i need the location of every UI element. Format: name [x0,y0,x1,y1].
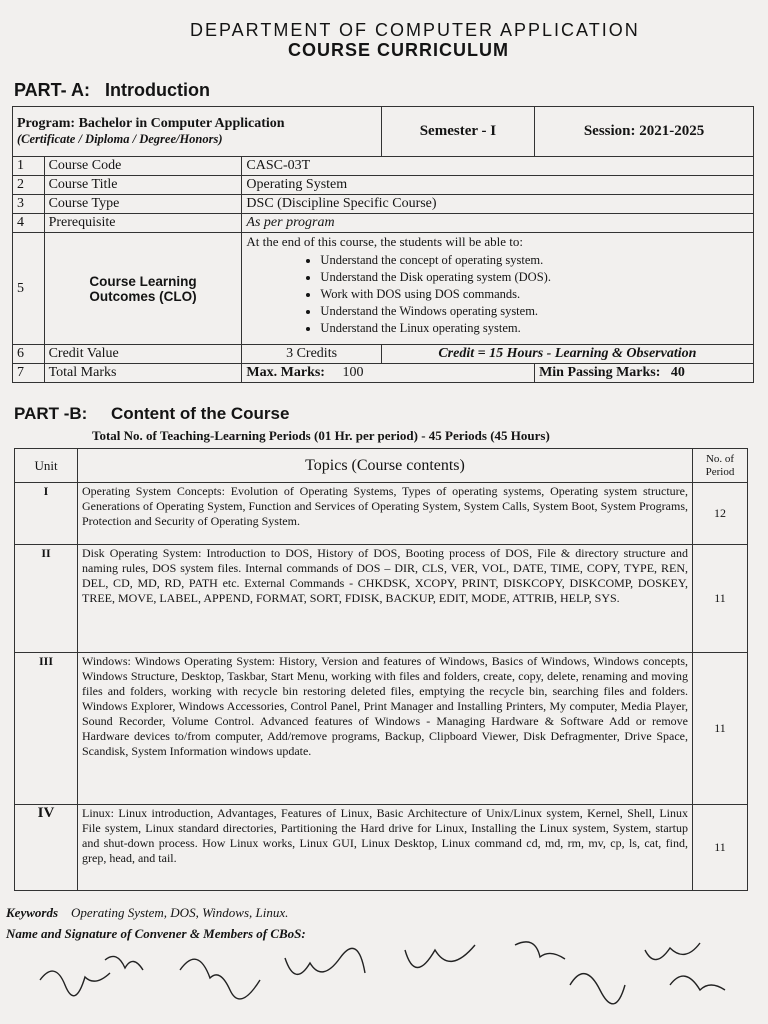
prerequisite-row [13,214,754,233]
credit-row [13,345,754,364]
unit-row [15,483,748,545]
course-title-row [13,176,754,195]
min-marks-value: 40 [670,365,685,380]
row-number: 6 [13,345,45,364]
row-label: Course Code [44,157,242,176]
max-marks-value: 100 [342,365,364,380]
clo-item: • Work with DOS using DOS commands. [320,286,749,303]
row-value: Operating System [242,176,754,195]
row-label: Course Title [44,176,242,195]
unit-periods: 12 [693,483,748,545]
teaching-periods: Total No. of Teaching-Learning Periods (01 Hr. per period) - 45 Periods (45 Hours) [92,428,550,443]
part-a-title: Introduction [105,80,210,100]
part-b-label: PART -B: [14,404,88,423]
min-marks-label: Min Passing Marks: [539,365,661,380]
clo-list [246,252,749,337]
periods-header [693,449,748,483]
row-label: Credit Value [44,345,242,364]
part-b-title: Content of the Course [110,404,290,423]
row-number: 3 [13,195,45,214]
keywords-value: Operating System, DOS, Windows, Linux. [71,905,289,920]
program-label: Program: [17,116,76,131]
periods-header-line-2: Period [705,465,735,478]
min-marks [535,364,754,383]
unit-row [15,805,748,891]
course-code-row [13,157,754,176]
semester: Semester - I [381,107,534,157]
max-marks [242,364,535,383]
row-label: Prerequisite [44,214,242,233]
credit-value: 3 Credits [242,345,381,364]
row-number: 1 [13,157,45,176]
marks-row [13,364,754,383]
clo-intro: At the end of this course, the students will be able to: [246,234,523,249]
part-b-heading [14,404,289,424]
unit-row [15,545,748,653]
credit-note: Credit = 15 Hours - Learning & Observation [381,345,753,364]
unit-number: III [15,653,78,805]
unit-topics: Linux: Linux introduction, Advantages, Features of Linux, Basic Architecture of Unix/Linux system, Kernel, Shell, Linux File system, Linux standard directories, Partitioning the Hard drive for Linux, Installing the Linux system, System, startup and shut-down process. How Linux works, Linux GUI, Linux Desktop, Linux command cd, md, rm, mv, cp, ls, cat, find, grep, head, and tail. [78,805,693,891]
department-heading: DEPARTMENT OF COMPUTER APPLICATION [190,20,640,40]
clo-label-line-1: Course Learning [89,273,197,289]
clo-item: • Understand the concept of operating system. [320,252,749,269]
program-note: (Certificate / Diploma / Degree/Honors) [17,132,223,146]
keywords-line [6,905,288,921]
max-marks-label: Max. Marks: [246,365,325,380]
clo-item: • Understand the Windows operating system. [320,303,749,320]
session: Session: 2021-2025 [535,107,754,157]
signature-line: Name and Signature of Convener & Members of CBoS: [6,926,306,941]
course-type-row [13,195,754,214]
program-row [13,107,754,157]
unit-header: Unit [15,449,78,483]
unit-periods: 11 [693,545,748,653]
unit-row [15,653,748,805]
unit-number: II [15,545,78,653]
clo-row [13,233,754,345]
unit-number: IV [15,805,78,891]
keywords-label: Keywords [6,905,58,920]
program-value: Bachelor in Computer Application [78,116,285,131]
unit-topics: Windows: Windows Operating System: History, Version and features of Windows, Basics of Windows, Windows concepts, Windows Structure, Desktop, Taskbar, Start Menu, working with files and folders, create, copy, delete, renaming and moving files and folders, working with recycle bin restoring deleted files, emptying the recycle bin, searching files and folders. Windows Explorer, Windows Accessories, Control Panel, Print Manager and Installing Printers, My computer, Media Player, Sound Recorder, Volume Control. Advanced features of Windows - Managing Hardware & Software Add or remove Hardware devices to/from computer, Add/remove programs, Backup, Clipboard Viewer, Disk Defragmenter, Drive Space, Scandisk, System Information windows update. [78,653,693,805]
unit-topics: Operating System Concepts: Evolution of Operating Systems, Types of operating systems, Operating system structure, Generations of Operating System, Function and Services of Operating System, System Calls, System Boot, System Programs, Protection and Security of Operating System. [78,483,693,545]
clo-item: • Understand the Disk operating system (DOS). [320,269,749,286]
part-a-heading [14,80,210,101]
unit-periods: 11 [693,653,748,805]
part-a-label: PART- A: [14,80,90,100]
row-value: As per program [242,214,754,233]
row-number: 4 [13,214,45,233]
row-number: 5 [13,233,45,345]
unit-number: I [15,483,78,545]
unit-topics: Disk Operating System: Introduction to DOS, History of DOS, Booting process of DOS, File & directory structure and naming rules, DOS system files. Internal commands of DOS – DIR, CLS, VER, VOL, DATE, TIME, COPY, TYPE, REN, DEL, CD, MD, RD, PATH etc. External Commands - CHKDSK, XCOPY, PRINT, DISKCOPY, DISKCOMP, DOSKEY, TREE, MOVE, LABEL, APPEND, FORMAT, SORT, FDISK, BACKUP, EDIT, MODE, ATTRIB, HELP, SYS. [78,545,693,653]
row-label: Total Marks [44,364,242,383]
topics-header: Topics (Course contents) [78,449,693,483]
topics-table [14,448,748,891]
unit-periods: 11 [693,805,748,891]
row-number: 7 [13,364,45,383]
row-number: 2 [13,176,45,195]
topics-header-row [15,449,748,483]
row-value: DSC (Discipline Specific Course) [242,195,754,214]
curriculum-heading: COURSE CURRICULUM [288,40,509,60]
periods-header-line-1: No. of [705,452,735,465]
handwritten-signatures [0,940,768,1024]
clo-content [242,233,754,345]
row-value: CASC-03T [242,157,754,176]
clo-label [44,233,242,345]
row-label: Course Type [44,195,242,214]
clo-label-line-2: Outcomes (CLO) [89,288,197,304]
course-info-table [12,106,754,383]
clo-item: • Understand the Linux operating system. [320,320,749,337]
